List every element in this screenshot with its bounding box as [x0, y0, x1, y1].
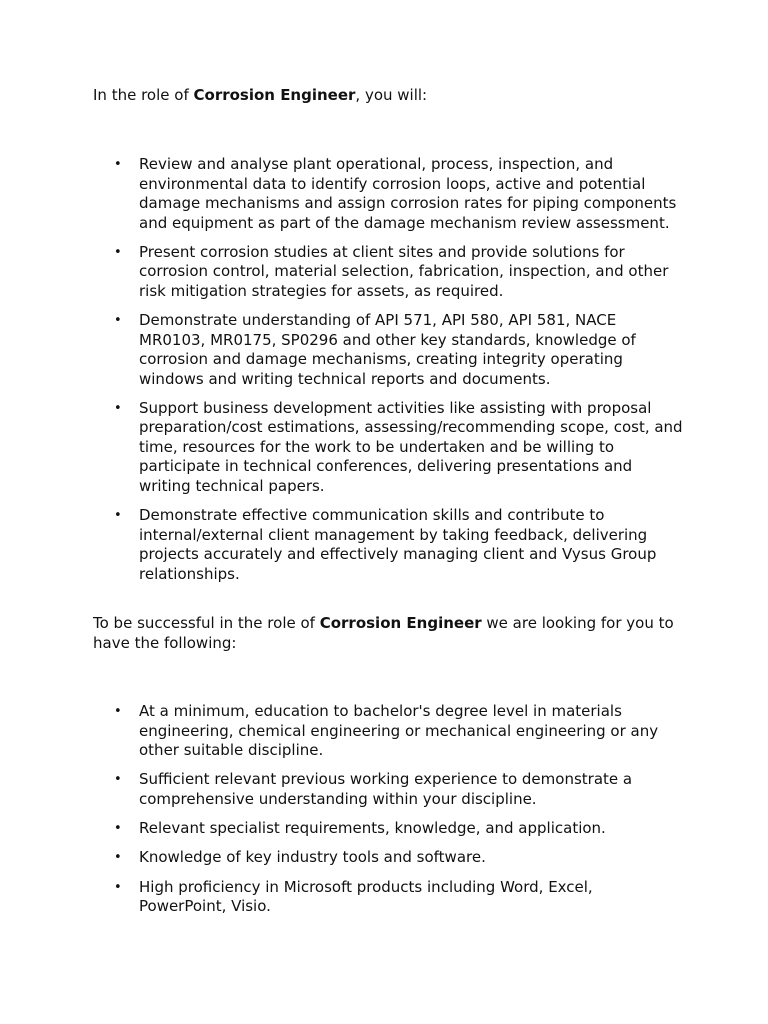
list-item	[93, 506, 683, 584]
bullet-icon: •	[114, 400, 122, 416]
list-item-text: Present corrosion studies at client sites and provide solutions for corrosion control, material selection, fabrication, inspection, and other risk mitigation strategies for assets, as required.	[139, 242, 669, 300]
bullet-icon: •	[114, 157, 122, 172]
list-item	[93, 878, 683, 917]
section1-intro-prefix: In the role of	[93, 86, 194, 104]
list-item	[93, 770, 683, 809]
list-item	[93, 848, 683, 868]
list-item-text: Demonstrate effective communication skills and contribute to internal/external client management by taking feedback, delivering projects accurately and effectively managing client and Vysus Group relationships.	[139, 506, 657, 583]
requirements-list	[93, 702, 683, 926]
list-item-text: Support business development activities like assisting with proposal preparation/cost estimations, assessing/recommending scope, cost, and time, resources for the work to be undertaken and be willing to participate in technical conferences, delivering presentations and writing technical papers.	[139, 398, 683, 495]
list-item-text: Relevant specialist requirements, knowledge, and application.	[139, 819, 606, 838]
section2-intro	[93, 614, 693, 653]
bullet-icon: •	[114, 772, 122, 788]
section2-intro-suffix: we are looking for you to have the following:	[93, 614, 674, 652]
bullet-icon: •	[114, 244, 122, 260]
list-item-text: Sufficient relevant previous working experience to demonstrate a comprehensive understanding within your discipline.	[139, 770, 633, 808]
list-item-text: Knowledge of key industry tools and software.	[139, 848, 486, 867]
bullet-icon: •	[114, 508, 122, 524]
bullet-icon: •	[114, 850, 122, 866]
bullet-icon: •	[114, 879, 122, 895]
section1-intro	[93, 86, 693, 106]
list-item-text: Review and analyse plant operational, process, inspection, and environmental data to identify corrosion loops, active and potential damage mechanisms and assign corrosion rates for piping components and equipment as part of the damage mechanism review assessment.	[139, 155, 677, 232]
section2-intro-prefix: To be successful in the role of	[93, 614, 320, 632]
list-item	[93, 819, 683, 839]
section1-role-title: Corrosion Engineer	[193, 86, 356, 104]
list-item	[93, 702, 683, 761]
section1-intro-suffix: , you will:	[355, 86, 428, 104]
list-item	[93, 399, 683, 497]
list-item-text: At a minimum, education to bachelor's degree level in materials engineering, chemical engineering or mechanical engineering or any other suitable discipline.	[139, 702, 659, 759]
responsibilities-list	[93, 155, 683, 594]
list-item-text: Demonstrate understanding of API 571, API 580, API 581, NACE MR0103, MR0175, SP0296 and other key standards, knowledge of corrosion and damage mechanisms, creating integrity operating windows and writing technical reports and documents.	[139, 311, 636, 388]
bullet-icon: •	[114, 313, 122, 329]
list-item	[93, 243, 683, 302]
bullet-icon: •	[114, 704, 122, 719]
list-item	[93, 155, 683, 233]
bullet-icon: •	[114, 821, 122, 837]
list-item	[93, 311, 683, 389]
list-item-text: High proficiency in Microsoft products including Word, Excel, PowerPoint, Visio.	[139, 877, 593, 916]
section2-role-title: Corrosion Engineer	[319, 614, 482, 632]
